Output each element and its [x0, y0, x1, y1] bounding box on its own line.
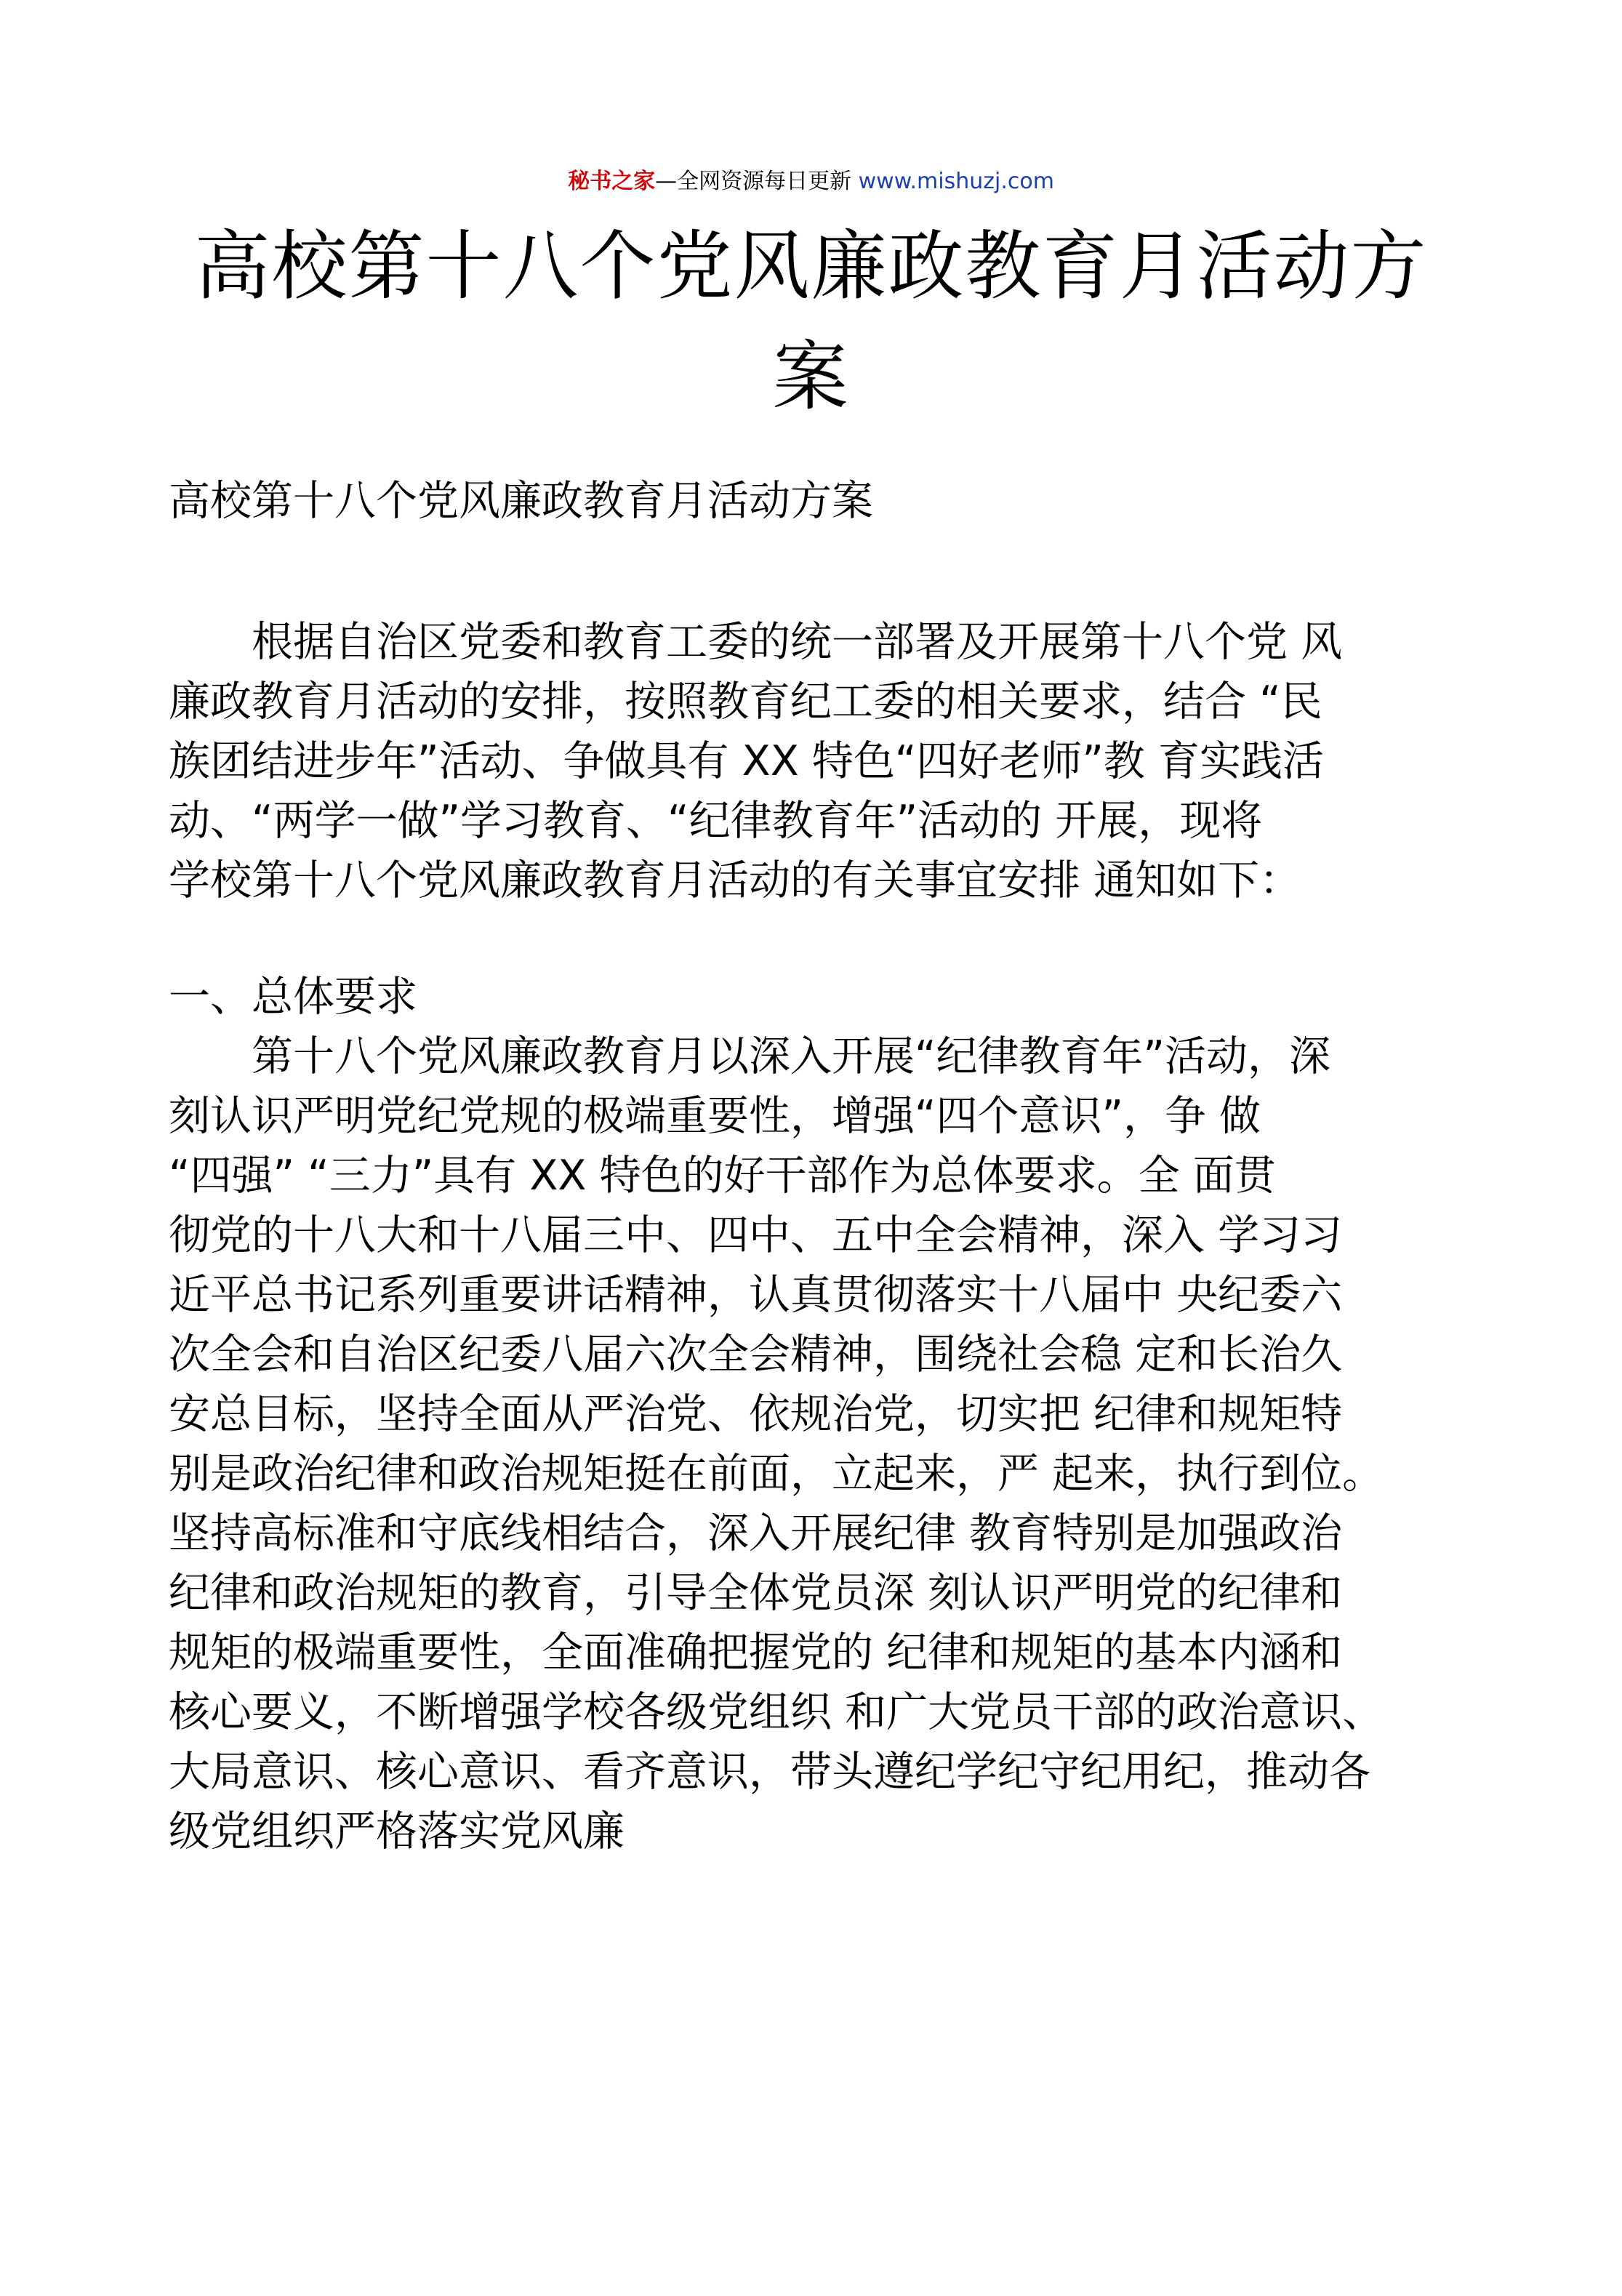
document-subtitle: 高校第十八个党风廉政教育月活动方案 [169, 477, 873, 525]
paragraph-line: 坚持高标准和守底线相结合，深入开展纪律 教育特别是加强政治 [169, 1509, 1343, 1557]
paragraph-line: “四强” “三力”具有 XX 特色的好干部作为总体要求。全 面贯 [169, 1152, 1276, 1200]
section-heading-general-requirements: 一、总体要求 [169, 973, 417, 1021]
site-tagline: —全网资源每日更新 [655, 169, 852, 194]
paragraph-line: 近平总书记系列重要讲话精神，认真贯彻落实十八届中 央纪委六 [169, 1271, 1343, 1319]
paragraph-line: 大局意识、核心意识、看齐意识，带头遵纪学纪守纪用纪，推动各 [169, 1748, 1370, 1796]
paragraph-intro [169, 612, 1456, 910]
paragraph-line: 动、“两学一做”学习教育、“纪律教育年”活动的 开展，现将 [169, 797, 1263, 845]
document-title-line-2: 案 [772, 332, 850, 421]
paragraph-line: 别是政治纪律和政治规矩挺在前面，立起来，严 起来，执行到位。 [169, 1450, 1384, 1498]
paragraph-line: 学校第十八个党风廉政教育月活动的有关事宜安排 通知如下： [169, 856, 1301, 904]
paragraph-line: 级党组织严格落实党风廉 [169, 1807, 625, 1855]
paragraph-general-requirements [169, 1027, 1456, 1861]
paragraph-line: 廉政教育月活动的安排，按照教育纪工委的相关要求，结合 “民 [169, 678, 1322, 726]
paragraph-line: 核心要义，不断增强学校各级党组织 和广大党员干部的政治意识、 [169, 1688, 1384, 1736]
paragraph-line: 刻认识严明党纪党规的极端重要性，增强“四个意识”，争 做 [169, 1092, 1261, 1140]
site-header [0, 166, 1622, 198]
paragraph-line: 规矩的极端重要性，全面准确把握党的 纪律和规矩的基本内涵和 [169, 1629, 1343, 1677]
paragraph-line: 次全会和自治区纪委八届六次全会精神，围绕社会稳 定和长治久 [169, 1330, 1343, 1378]
paragraph-line: 根据自治区党委和教育工委的统一部署及开展第十八个党 风 [169, 618, 1343, 666]
document-title-line-1: 高校第十八个党风廉政教育月活动方 [194, 222, 1428, 310]
document-title [145, 211, 1477, 432]
paragraph-line: 族团结进步年”活动、争做具有 XX 特色“四好老师”教 育实践活 [169, 737, 1325, 785]
paragraph-line: 第十八个党风廉政教育月以深入开展“纪律教育年”活动，深 [169, 1032, 1331, 1080]
paragraph-line: 安总目标，坚持全面从严治党、依规治党，切实把 纪律和规矩特 [169, 1390, 1343, 1438]
paragraph-line: 彻党的十八大和十八届三中、四中、五中全会精神，深入 学习习 [169, 1211, 1343, 1259]
site-url-link[interactable]: www.mishuzj.com [858, 169, 1054, 194]
paragraph-line: 纪律和政治规矩的教育，引导全体党员深 刻认识严明党的纪律和 [169, 1569, 1343, 1617]
site-brand: 秘书之家 [568, 169, 656, 194]
